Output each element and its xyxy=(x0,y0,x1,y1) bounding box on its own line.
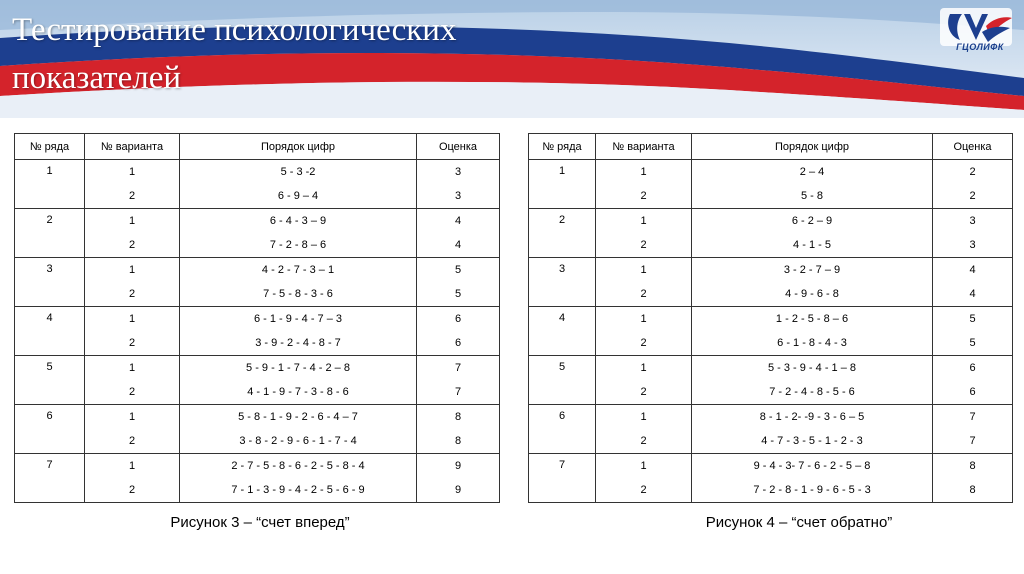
digit-order-cell: 4 - 7 - 3 - 5 - 1 - 2 - 3 xyxy=(692,429,933,454)
row-number-cell: 5 xyxy=(529,356,596,405)
digit-order-cell: 6 - 1 - 8 - 4 - 3 xyxy=(692,331,933,356)
table-row xyxy=(529,160,1013,185)
digit-order-cell: 9 - 4 - 3- 7 - 6 - 2 - 5 – 8 xyxy=(692,454,933,479)
row-number-cell: 3 xyxy=(15,258,85,307)
score-cell: 5 xyxy=(933,331,1013,356)
digit-order-cell: 7 - 2 - 8 – 6 xyxy=(180,233,417,258)
table-row xyxy=(15,380,500,405)
header-variant-number: № варианта xyxy=(85,134,180,160)
digit-order-cell: 3 - 9 - 2 - 4 - 8 - 7 xyxy=(180,331,417,356)
variant-number-cell: 1 xyxy=(85,160,180,185)
table-header-row xyxy=(15,134,500,160)
digit-order-cell: 5 - 9 - 1 - 7 - 4 - 2 – 8 xyxy=(180,356,417,381)
row-number-cell: 1 xyxy=(15,160,85,209)
score-cell: 7 xyxy=(933,405,1013,430)
header-digit-order: Порядок цифр xyxy=(180,134,417,160)
score-cell: 3 xyxy=(417,184,500,209)
digit-order-cell: 4 - 2 - 7 - 3 – 1 xyxy=(180,258,417,283)
variant-number-cell: 2 xyxy=(85,429,180,454)
table-row xyxy=(529,429,1013,454)
row-number-cell: 7 xyxy=(15,454,85,503)
score-cell: 5 xyxy=(417,282,500,307)
score-cell: 4 xyxy=(417,233,500,258)
table-row xyxy=(529,233,1013,258)
header-score: Оценка xyxy=(933,134,1013,160)
digit-order-cell: 1 - 2 - 5 - 8 – 6 xyxy=(692,307,933,332)
variant-number-cell: 2 xyxy=(85,184,180,209)
header-digit-order: Порядок цифр xyxy=(692,134,933,160)
score-cell: 4 xyxy=(933,258,1013,283)
header-variant-number: № варианта xyxy=(596,134,692,160)
table-row xyxy=(15,454,500,479)
score-cell: 6 xyxy=(933,356,1013,381)
variant-number-cell: 2 xyxy=(85,478,180,503)
table-row xyxy=(15,307,500,332)
score-cell: 7 xyxy=(417,356,500,381)
digit-order-cell: 5 - 3 - 9 - 4 - 1 – 8 xyxy=(692,356,933,381)
header-row-number: № ряда xyxy=(529,134,596,160)
table-row xyxy=(529,258,1013,283)
table-row xyxy=(15,331,500,356)
table-row xyxy=(15,233,500,258)
digit-order-cell: 6 - 1 - 9 - 4 - 7 – 3 xyxy=(180,307,417,332)
digit-order-cell: 4 - 9 - 6 - 8 xyxy=(692,282,933,307)
digit-order-cell: 6 - 9 – 4 xyxy=(180,184,417,209)
table-header-row xyxy=(529,134,1013,160)
row-number-cell: 6 xyxy=(529,405,596,454)
table-row xyxy=(15,478,500,503)
institute-logo-icon xyxy=(936,6,1016,62)
digit-order-cell: 7 - 1 - 3 - 9 - 4 - 2 - 5 - 6 - 9 xyxy=(180,478,417,503)
variant-number-cell: 2 xyxy=(85,380,180,405)
score-cell: 8 xyxy=(933,478,1013,503)
variant-number-cell: 1 xyxy=(596,258,692,283)
score-cell: 4 xyxy=(933,282,1013,307)
table-row xyxy=(15,258,500,283)
figure-caption-forward: Рисунок 3 – “счет вперед” xyxy=(170,514,350,531)
score-cell: 3 xyxy=(417,160,500,185)
variant-number-cell: 1 xyxy=(85,258,180,283)
score-cell: 3 xyxy=(933,209,1013,234)
digit-order-cell: 7 - 2 - 4 - 8 - 5 - 6 xyxy=(692,380,933,405)
score-cell: 2 xyxy=(933,160,1013,185)
table-row xyxy=(15,429,500,454)
row-number-cell: 1 xyxy=(529,160,596,209)
table-row xyxy=(529,282,1013,307)
slide-title-line-1: Тестирование психологических xyxy=(12,12,457,48)
variant-number-cell: 2 xyxy=(596,429,692,454)
variant-number-cell: 2 xyxy=(596,233,692,258)
digit-order-cell: 6 - 4 - 3 – 9 xyxy=(180,209,417,234)
slide-title xyxy=(12,6,652,102)
digit-order-cell: 8 - 1 - 2- -9 - 3 - 6 – 5 xyxy=(692,405,933,430)
table-row xyxy=(529,209,1013,234)
digit-order-cell: 6 - 2 – 9 xyxy=(692,209,933,234)
table-row xyxy=(529,380,1013,405)
score-cell: 9 xyxy=(417,478,500,503)
digit-order-cell: 7 - 2 - 8 - 1 - 9 - 6 - 5 - 3 xyxy=(692,478,933,503)
header-score: Оценка xyxy=(417,134,500,160)
variant-number-cell: 1 xyxy=(85,454,180,479)
variant-number-cell: 2 xyxy=(85,282,180,307)
score-cell: 8 xyxy=(417,405,500,430)
variant-number-cell: 1 xyxy=(596,454,692,479)
variant-number-cell: 1 xyxy=(596,405,692,430)
score-cell: 6 xyxy=(417,307,500,332)
variant-number-cell: 2 xyxy=(596,184,692,209)
score-cell: 6 xyxy=(417,331,500,356)
table-row xyxy=(15,356,500,381)
row-number-cell: 3 xyxy=(529,258,596,307)
score-cell: 9 xyxy=(417,454,500,479)
score-cell: 4 xyxy=(417,209,500,234)
table-row xyxy=(15,184,500,209)
table-row xyxy=(529,331,1013,356)
row-number-cell: 6 xyxy=(15,405,85,454)
table-row xyxy=(15,160,500,185)
variant-number-cell: 1 xyxy=(85,209,180,234)
digit-order-cell: 3 - 2 - 7 – 9 xyxy=(692,258,933,283)
table-row xyxy=(529,454,1013,479)
digit-order-cell: 4 - 1 - 9 - 7 - 3 - 8 - 6 xyxy=(180,380,417,405)
row-number-cell: 2 xyxy=(529,209,596,258)
table-row xyxy=(529,184,1013,209)
table-row xyxy=(529,405,1013,430)
score-cell: 3 xyxy=(933,233,1013,258)
row-number-cell: 4 xyxy=(529,307,596,356)
forward-count-table xyxy=(14,133,500,503)
digit-order-cell: 3 - 8 - 2 - 9 - 6 - 1 - 7 - 4 xyxy=(180,429,417,454)
logo-caption: ГЦОЛИФК xyxy=(956,42,1004,52)
score-cell: 5 xyxy=(417,258,500,283)
variant-number-cell: 1 xyxy=(596,160,692,185)
score-cell: 8 xyxy=(417,429,500,454)
variant-number-cell: 2 xyxy=(596,478,692,503)
variant-number-cell: 2 xyxy=(596,331,692,356)
table-row xyxy=(15,405,500,430)
row-number-cell: 7 xyxy=(529,454,596,503)
slide-title-line-2: показателей xyxy=(12,60,182,96)
table-row xyxy=(529,478,1013,503)
row-number-cell: 4 xyxy=(15,307,85,356)
variant-number-cell: 2 xyxy=(596,380,692,405)
header-row-number: № ряда xyxy=(15,134,85,160)
variant-number-cell: 1 xyxy=(85,405,180,430)
digit-order-cell: 7 - 5 - 8 - 3 - 6 xyxy=(180,282,417,307)
table-row xyxy=(529,356,1013,381)
digit-order-cell: 5 - 8 xyxy=(692,184,933,209)
row-number-cell: 5 xyxy=(15,356,85,405)
variant-number-cell: 2 xyxy=(85,233,180,258)
digit-order-cell: 5 - 3 -2 xyxy=(180,160,417,185)
digit-order-cell: 2 – 4 xyxy=(692,160,933,185)
variant-number-cell: 1 xyxy=(596,356,692,381)
table-row xyxy=(529,307,1013,332)
table-row xyxy=(15,209,500,234)
score-cell: 6 xyxy=(933,380,1013,405)
table-row xyxy=(15,282,500,307)
score-cell: 8 xyxy=(933,454,1013,479)
score-cell: 7 xyxy=(933,429,1013,454)
variant-number-cell: 1 xyxy=(85,356,180,381)
digit-order-cell: 4 - 1 - 5 xyxy=(692,233,933,258)
figure-caption-backward: Рисунок 4 – “счет обратно” xyxy=(705,514,893,531)
score-cell: 2 xyxy=(933,184,1013,209)
score-cell: 5 xyxy=(933,307,1013,332)
digit-order-cell: 5 - 8 - 1 - 9 - 2 - 6 - 4 – 7 xyxy=(180,405,417,430)
variant-number-cell: 1 xyxy=(85,307,180,332)
digit-order-cell: 2 - 7 - 5 - 8 - 6 - 2 - 5 - 8 - 4 xyxy=(180,454,417,479)
backward-count-table xyxy=(528,133,1013,503)
variant-number-cell: 2 xyxy=(85,331,180,356)
variant-number-cell: 2 xyxy=(596,282,692,307)
variant-number-cell: 1 xyxy=(596,209,692,234)
score-cell: 7 xyxy=(417,380,500,405)
row-number-cell: 2 xyxy=(15,209,85,258)
variant-number-cell: 1 xyxy=(596,307,692,332)
